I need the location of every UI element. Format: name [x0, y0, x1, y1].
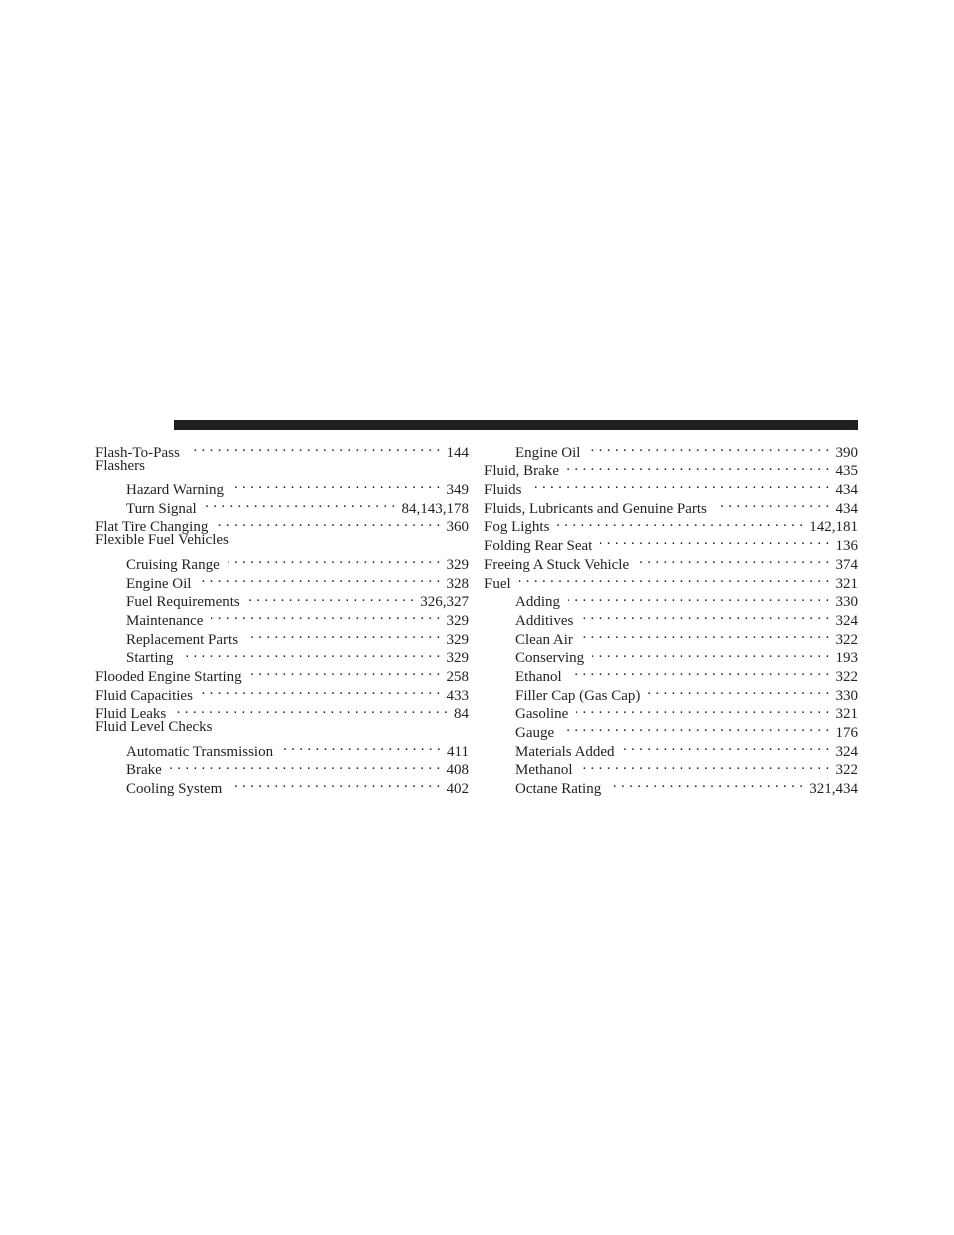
dot-leader: [216, 513, 440, 532]
index-page-number: 322: [835, 668, 858, 685]
index-term: Cooling System: [126, 781, 223, 798]
index-entry: [484, 438, 858, 461]
dot-leader: [623, 737, 830, 756]
index-entry: [484, 569, 858, 592]
index-page-number: 324: [835, 743, 858, 760]
index-page-number: 329: [446, 650, 469, 667]
dot-leader: [581, 625, 830, 644]
index-page-number: 142,181: [809, 519, 858, 536]
index-page-number: 258: [446, 668, 469, 685]
dot-leader: [567, 457, 830, 476]
index-page-number: 434: [835, 482, 858, 499]
index-page-number: 374: [835, 556, 858, 573]
index-column-left: [95, 438, 469, 798]
index-term: Conserving: [515, 650, 585, 667]
index-term: Fuel: [484, 575, 511, 592]
dot-leader: [581, 606, 829, 625]
dot-leader: [530, 475, 830, 494]
index-page-number: 176: [835, 725, 858, 742]
index-page-number: 136: [835, 538, 858, 555]
index-term: Flash-To-Pass: [95, 444, 180, 461]
index-page-number: 321: [835, 575, 858, 592]
dot-leader: [576, 700, 829, 719]
dot-leader: [637, 550, 829, 569]
index-term: Fluid Capacities: [95, 687, 193, 704]
index-page-number: 322: [835, 762, 858, 779]
index-page-number: 349: [446, 482, 469, 499]
index-page-number: 329: [446, 612, 469, 629]
index-term: Gasoline: [515, 706, 569, 723]
index-page-number: 330: [835, 687, 858, 704]
index-term: Fluid Level Checks: [95, 719, 213, 736]
index-entry: [95, 531, 469, 550]
dot-leader: [562, 718, 829, 737]
index-term: Turn Signal: [126, 500, 197, 517]
index-term: Flooded Engine Starting: [95, 668, 242, 685]
index-term: Octane Rating: [515, 781, 602, 798]
index-page-number: 84: [454, 706, 469, 723]
dot-leader: [570, 662, 830, 681]
index-page-number: 329: [446, 631, 469, 648]
index-entry: [95, 718, 469, 737]
index-entry: [95, 475, 469, 499]
dot-leader: [648, 681, 829, 700]
dot-leader: [519, 569, 830, 588]
index-page-number: 411: [447, 743, 469, 760]
dot-leader: [174, 700, 448, 719]
index-entry: [95, 737, 469, 760]
index-page-number: 324: [835, 612, 858, 629]
dot-leader: [246, 625, 440, 644]
index-term: Fluids, Lubricants and Genuine Parts: [484, 500, 707, 517]
index-term: Materials Added: [515, 743, 615, 760]
dot-leader: [609, 774, 803, 793]
index-header-bar: [174, 420, 858, 430]
index-entry: [95, 438, 469, 461]
index-term: Adding: [515, 594, 560, 611]
index-page-number: 390: [835, 444, 858, 461]
dot-leader: [592, 644, 829, 663]
index-term: Ethanol: [515, 668, 562, 685]
index-term: Flexible Fuel Vehicles: [95, 532, 229, 549]
index-term: Fog Lights: [484, 519, 550, 536]
dot-leader: [557, 513, 803, 532]
index-term: Additives: [515, 612, 574, 629]
index-page-number: 433: [446, 687, 469, 704]
index-term: Flat Tire Changing: [95, 519, 209, 536]
index-term: Fluids: [484, 482, 522, 499]
index-page-number: 402: [446, 781, 469, 798]
index-page-number: 330: [835, 594, 858, 611]
dot-leader: [588, 438, 829, 457]
dot-leader: [715, 494, 830, 513]
index-page-number: 144: [446, 444, 469, 461]
index-term: Maintenance: [126, 612, 204, 629]
index-term: Automatic Transmission: [126, 743, 274, 760]
index-term: Fuel Requirements: [126, 594, 240, 611]
index-term: Freeing A Stuck Vehicle: [484, 556, 630, 573]
index-page-number: 84,143,178: [401, 500, 469, 517]
index-term: Fluid Leaks: [95, 706, 167, 723]
index-column-right: [484, 438, 858, 798]
index-term: Starting: [126, 650, 174, 667]
index-page-number: 408: [446, 762, 469, 779]
index-term: Engine Oil: [126, 575, 192, 592]
index-term: Filler Cap (Gas Cap): [515, 687, 641, 704]
index-term: Hazard Warning: [126, 482, 225, 499]
dot-leader: [568, 588, 830, 607]
dot-leader: [230, 774, 440, 793]
dot-leader: [250, 662, 441, 681]
dot-leader: [228, 550, 441, 569]
index-page-number: 435: [835, 463, 858, 480]
dot-leader: [581, 756, 830, 775]
index-page-number: 360: [446, 519, 469, 536]
index-page-number: 434: [835, 500, 858, 517]
index-page-number: 322: [835, 631, 858, 648]
index-term: Methanol: [515, 762, 573, 779]
dot-leader: [211, 606, 440, 625]
index-page-number: 329: [446, 556, 469, 573]
index-entry: [484, 494, 858, 517]
index-term: Fluid, Brake: [484, 463, 559, 480]
index-page-number: 321,434: [809, 781, 858, 798]
index-term: Gauge: [515, 725, 555, 742]
dot-leader: [199, 569, 440, 588]
dot-leader: [281, 737, 441, 756]
dot-leader: [182, 644, 441, 663]
index-term: Clean Air: [515, 631, 573, 648]
index-term: Replacement Parts: [126, 631, 239, 648]
index-page-number: 326,327: [420, 594, 469, 611]
dot-leader: [205, 494, 396, 513]
index-entry: [484, 475, 858, 499]
index-term: Cruising Range: [126, 556, 220, 573]
dot-leader: [170, 756, 441, 775]
dot-leader: [600, 531, 829, 550]
index-term: Flashers: [95, 457, 145, 474]
dot-leader: [201, 681, 441, 700]
index-term: Brake: [126, 762, 162, 779]
index-term: Engine Oil: [515, 444, 581, 461]
index-entry: [484, 588, 858, 611]
index-page-number: 328: [446, 575, 469, 592]
dot-leader: [232, 475, 440, 494]
index-page-number: 193: [835, 650, 858, 667]
index-term: Folding Rear Seat: [484, 538, 593, 555]
index-entry: [95, 550, 469, 573]
dot-leader: [188, 438, 441, 457]
dot-leader: [248, 588, 415, 607]
index-page-number: 321: [835, 706, 858, 723]
